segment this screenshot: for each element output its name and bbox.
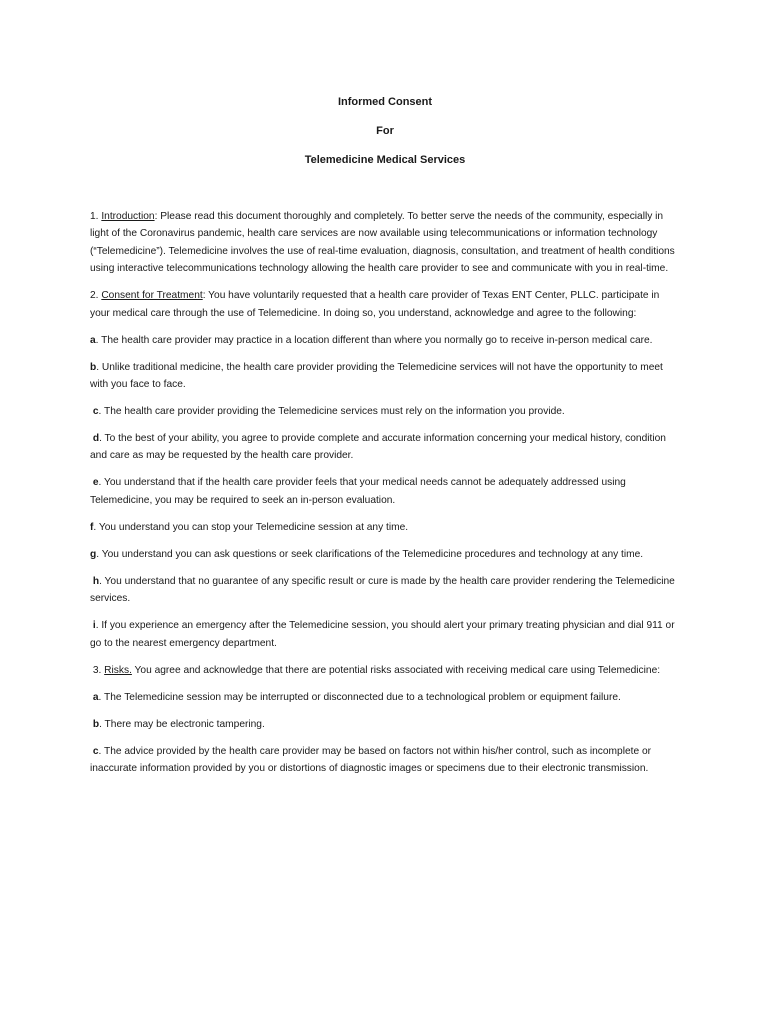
section-number: 2. (90, 290, 102, 302)
item-letter: a (92, 691, 99, 703)
consent-item-d (90, 430, 680, 465)
item-letter: b (92, 718, 100, 730)
consent-item-h (90, 573, 680, 608)
item-text: . Unlike traditional medicine, the health care provider providing the Telemedicine services will not have the opportunity to meet with you face to face. (90, 361, 663, 391)
section-heading: Introduction (101, 211, 155, 222)
item-letter: e (92, 477, 99, 489)
risk-item-a (90, 689, 680, 706)
consent-item-e (90, 474, 680, 509)
consent-item-c (90, 403, 680, 420)
item-text: . There may be electronic tampering. (99, 718, 265, 730)
section-heading: Consent for Treatment (101, 290, 203, 302)
item-text: . The advice provided by the health care provider may be based on factors not within his/her control, such as incomplete or inaccurate information provided by you or distortions of diagnostic images or specimens due to their electronic transmission. (90, 745, 652, 775)
section-text: : Please read this document thoroughly and completely. To better serve the needs of the community, especially in light of the Coronavirus pandemic, health care services are now available using telecommunications or information technology (“Telemedicine”). Telemedicine involves the use of real-time evaluation, diagnosis, consultation, and treatment of health conditions using interactive telecommunications technology allowing the health care provider to see and communicate with you in real-time. (90, 211, 675, 275)
document-body (90, 208, 680, 787)
risk-item-c (90, 743, 680, 778)
section-risks (90, 662, 680, 679)
item-letter: f (90, 521, 94, 533)
section-heading: Risks. (104, 664, 132, 676)
item-text: . The Telemedicine session may be interrupted or disconnected due to a technological problem or equipment failure. (98, 691, 621, 703)
item-text: . You understand that if the health care provider feels that your medical needs cannot be adequately addressed using Telemedicine, you may be required to seek an in-person evaluation. (90, 477, 626, 506)
consent-item-b (90, 359, 680, 394)
consent-item-i (90, 617, 680, 652)
item-text: . The health care provider may practice in a location different than where you normally go to receive in-person medical care. (95, 334, 653, 346)
risk-item-b (90, 716, 680, 733)
item-text: . You understand that no guarantee of any specific result or cure is made by the health care provider rendering the Telemedicine services. (90, 575, 675, 605)
section-text: You agree and acknowledge that there are potential risks associated with receiving medical care using Telemedicine: (131, 664, 661, 676)
item-letter: c (92, 745, 99, 757)
item-text: . If you experience an emergency after the Telemedicine session, you should alert your primary treating physician and dial 911 or go to the nearest emergency department. (90, 620, 675, 649)
consent-item-f (90, 519, 680, 536)
section-number: 1. (90, 211, 102, 222)
item-text: . You understand you can ask questions or seek clarifications of the Telemedicine procedures and technology at any time. (96, 548, 644, 560)
section-consent (90, 287, 680, 322)
document-title-for: For (376, 125, 394, 137)
item-letter: c (92, 406, 99, 418)
item-letter: i (92, 620, 96, 632)
section-text: : You have voluntarily requested that a health care provider of Texas ENT Center, PLLC. participate in your medical care through the use of Telemedicine. In doing so, you understand, acknowledge and agree to the following: (90, 290, 660, 319)
document-title: Informed Consent (337, 96, 433, 108)
item-letter: h (92, 575, 100, 587)
item-letter: g (90, 548, 97, 560)
item-text: . You understand you can stop your Telemedicine session at any time. (93, 521, 409, 533)
consent-item-g (90, 546, 680, 563)
item-letter: b (90, 361, 97, 373)
item-text: . The health care provider providing the Telemedicine services must rely on the information you provide. (98, 406, 565, 418)
item-letter: a (90, 334, 96, 346)
section-number: 3. (92, 664, 105, 676)
consent-item-a (90, 332, 680, 349)
item-letter: d (92, 433, 100, 445)
section-introduction (90, 208, 680, 278)
document-subtitle: Telemedicine Medical Services (304, 154, 466, 166)
item-text: . To the best of your ability, you agree to provide complete and accurate information concerning your medical history, condition and care as may be requested by the health care provider. (90, 433, 666, 462)
